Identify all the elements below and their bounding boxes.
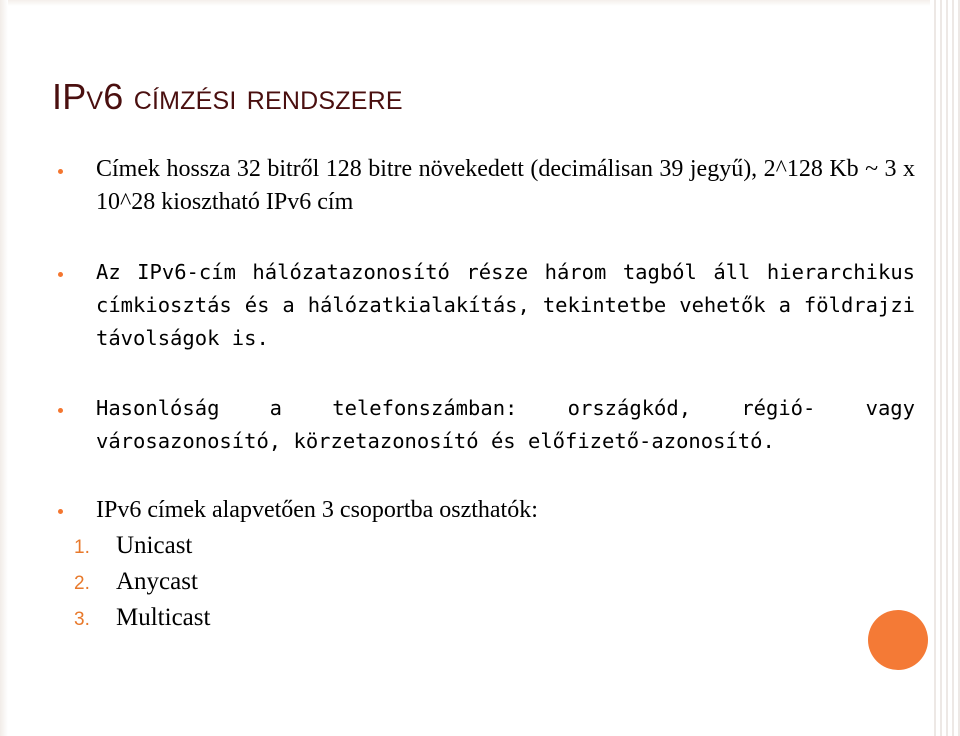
bullet-text-4: IPv6 címek alapvetően 3 csoportba oszthatók:	[96, 497, 538, 523]
bullet-text-2: Az IPv6-cím hálózatazonosító része három tagból áll hierarchikus címkiosztás és a hálózatkialakítás, tekintetbe vehetők a földrajzi távolságok is.	[96, 260, 915, 350]
slide-title: IPv6 címzési rendszere	[52, 76, 403, 117]
bullet-dot-1	[58, 169, 63, 174]
bullet-dot-4	[58, 509, 63, 514]
list-item-anycast: Anycast	[116, 568, 198, 595]
bullet-text-1: Címek hossza 32 bitről 128 bitre növekedett (decimálisan 39 jegyű), 2^128 Kb ~ 3 x 10^28 kiosztható IPv6 cím	[96, 156, 915, 215]
list-number-1: 1.	[74, 537, 90, 558]
bullet-text-3: Hasonlóság a telefonszámban: országkód, régió- vagy városazonosító, körzetazonosító és előfizető-azonosító.	[96, 396, 915, 453]
slide-left-border	[0, 0, 8, 736]
decorative-circle	[868, 610, 928, 670]
slide-top-border	[8, 0, 930, 6]
list-number-2: 2.	[74, 573, 90, 594]
bullet-dot-3	[58, 408, 63, 413]
list-item-unicast: Unicast	[116, 532, 193, 559]
slide-right-border	[930, 0, 960, 736]
list-item-multicast: Multicast	[116, 604, 211, 631]
list-number-3: 3.	[74, 609, 90, 630]
bullet-dot-2	[58, 272, 63, 277]
